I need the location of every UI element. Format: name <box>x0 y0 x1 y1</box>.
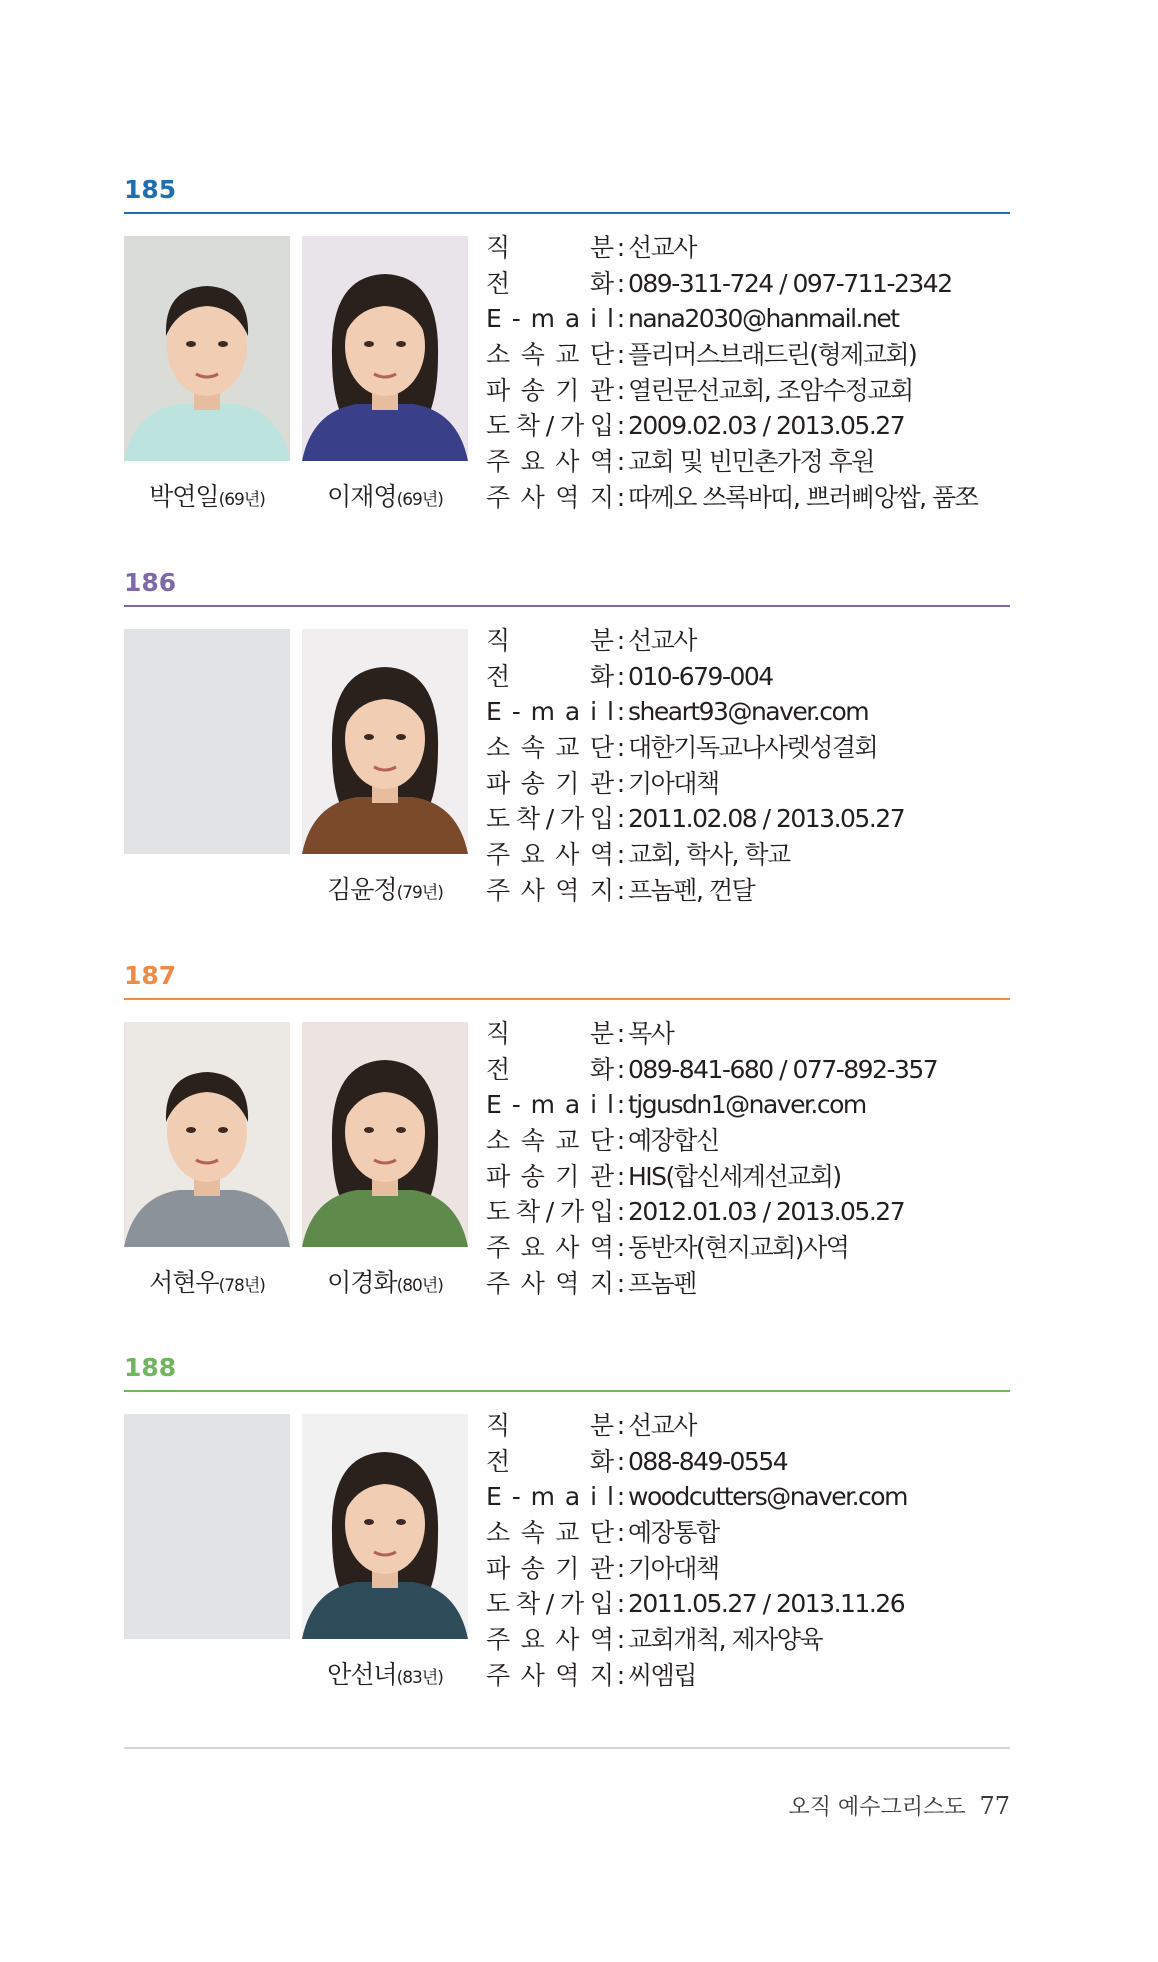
person-name <box>124 477 290 513</box>
field-colon: : <box>616 304 626 334</box>
person-name <box>302 477 468 513</box>
entry-188 <box>124 1350 1010 1714</box>
role-row <box>486 1016 1006 1052</box>
field-label: 주 사 역 지 <box>486 875 614 905</box>
field-value: 088-849-0554 <box>628 1446 788 1476</box>
email-row <box>486 1479 1006 1515</box>
field-label: 파 송 기 관 <box>486 768 614 798</box>
info-list <box>486 230 1006 516</box>
person <box>124 1414 290 1639</box>
email-row <box>486 694 1006 730</box>
phone-row <box>486 1052 1006 1088</box>
person <box>302 236 468 513</box>
person <box>124 236 290 513</box>
field-colon: : <box>616 233 626 262</box>
field-colon: : <box>616 1553 626 1583</box>
field-colon: : <box>616 661 626 691</box>
field-colon: : <box>616 804 626 834</box>
agency-row <box>486 373 1006 409</box>
field-colon: : <box>616 1446 626 1476</box>
entry-divider <box>124 998 1010 1000</box>
person <box>302 1022 468 1299</box>
field-label: E - m a i l <box>486 304 614 334</box>
field-value: 2011.05.27 / 2013.11.26 <box>628 1589 905 1619</box>
name-text: 안선녀 <box>327 1660 397 1689</box>
work-row <box>486 1230 1006 1266</box>
person <box>302 629 468 906</box>
field-colon: : <box>616 1518 626 1548</box>
birth-year: (83년) <box>396 1668 443 1688</box>
field-colon: : <box>616 375 626 405</box>
field-colon: : <box>616 1660 626 1690</box>
field-colon: : <box>616 482 626 512</box>
field-colon: : <box>616 447 626 477</box>
field-value: 선교사 <box>628 1411 696 1440</box>
field-label: E - m a i l <box>486 1090 614 1120</box>
region-row <box>486 480 1006 516</box>
dates-row <box>486 1194 1006 1230</box>
field-value: 프놈펜 <box>628 1268 696 1298</box>
field-label: 주 사 역 지 <box>486 1660 614 1690</box>
field-colon: : <box>616 1411 626 1440</box>
name-text: 김윤정 <box>327 875 397 904</box>
field-value: 예장통합 <box>628 1518 719 1548</box>
field-label: 도 착 / 가 입 <box>486 1197 614 1227</box>
entry-number: 185 <box>124 175 177 204</box>
org-row <box>486 1123 1006 1159</box>
field-label: 전 화 <box>486 1446 614 1476</box>
field-label: 파 송 기 관 <box>486 1553 614 1583</box>
field-label: 주 요 사 역 <box>486 447 614 477</box>
field-label: 전 화 <box>486 661 614 691</box>
org-row <box>486 337 1006 373</box>
entry-divider <box>124 1390 1010 1392</box>
field-value: HIS(합신세계선교회) <box>628 1161 841 1191</box>
field-label: 도 착 / 가 입 <box>486 804 614 834</box>
person-name <box>302 870 468 906</box>
field-value[interactable]: woodcutters@naver.com <box>628 1482 907 1512</box>
field-colon: : <box>616 1161 626 1191</box>
field-colon: : <box>616 1482 626 1512</box>
birth-year: (78년) <box>218 1276 265 1296</box>
field-value: 교회, 학사, 학교 <box>628 840 790 870</box>
entry-number: 187 <box>124 961 177 990</box>
field-value: 089-311-724 / 097-711-2342 <box>628 268 952 298</box>
dates-row <box>486 1586 1006 1622</box>
field-value: 선교사 <box>628 626 696 655</box>
org-row <box>486 1515 1006 1551</box>
person-name <box>302 1655 468 1691</box>
field-value: 2009.02.03 / 2013.05.27 <box>628 411 905 441</box>
agency-row <box>486 1159 1006 1195</box>
field-label: 주 요 사 역 <box>486 1233 614 1263</box>
field-label: 전 화 <box>486 268 614 298</box>
person-name <box>124 1263 290 1299</box>
field-value: 기아대책 <box>628 1553 719 1583</box>
field-value: 목사 <box>628 1019 674 1048</box>
field-label: 파 송 기 관 <box>486 1161 614 1191</box>
field-label: 전 화 <box>486 1054 614 1084</box>
agency-row <box>486 766 1006 802</box>
field-colon: : <box>616 1054 626 1084</box>
field-label: 직 분 <box>486 1019 614 1048</box>
phone-row <box>486 659 1006 695</box>
info-list <box>486 623 1006 909</box>
agency-row <box>486 1551 1006 1587</box>
field-value[interactable]: nana2030@hanmail.net <box>628 304 899 334</box>
page-footer <box>788 1790 1010 1821</box>
field-colon: : <box>616 697 626 727</box>
field-value: 기아대책 <box>628 768 719 798</box>
photo-placeholder <box>124 629 290 854</box>
role-row <box>486 623 1006 659</box>
entry-number: 188 <box>124 1353 177 1382</box>
name-text: 이경화 <box>327 1268 397 1297</box>
info-list <box>486 1408 1006 1694</box>
person-name <box>302 1263 468 1299</box>
role-row <box>486 230 1006 266</box>
entry-body <box>124 233 1010 536</box>
portrait-photo <box>302 629 468 854</box>
field-colon: : <box>616 840 626 870</box>
field-value: 089-841-680 / 077-892-357 <box>628 1054 938 1084</box>
info-list <box>486 1016 1006 1302</box>
email-row <box>486 301 1006 337</box>
phone-row <box>486 266 1006 302</box>
page-number: 77 <box>979 1792 1010 1820</box>
field-value: 대한기독교나사렛성결회 <box>628 733 878 763</box>
role-row <box>486 1408 1006 1444</box>
name-text: 이재영 <box>327 482 397 511</box>
field-label: 도 착 / 가 입 <box>486 411 614 441</box>
region-row <box>486 1658 1006 1694</box>
field-label: E - m a i l <box>486 697 614 727</box>
dates-row <box>486 408 1006 444</box>
photo-placeholder <box>124 1414 290 1639</box>
field-value[interactable]: tjgusdn1@naver.com <box>628 1090 866 1120</box>
field-value: 교회 및 빈민촌가정 후원 <box>628 447 874 477</box>
field-label: 소 속 교 단 <box>486 1518 614 1548</box>
field-value: 씨엠립 <box>628 1660 696 1690</box>
footer-title: 오직 예수그리스도 <box>788 1795 966 1820</box>
entry-body <box>124 626 1010 929</box>
field-label: 주 사 역 지 <box>486 482 614 512</box>
field-label: 도 착 / 가 입 <box>486 1589 614 1619</box>
field-colon: : <box>616 733 626 763</box>
birth-year: (69년) <box>396 490 443 510</box>
field-value: 플리머스브래드린(형제교회) <box>628 340 917 370</box>
field-colon: : <box>616 1090 626 1120</box>
field-value: 선교사 <box>628 233 696 262</box>
name-text: 박연일 <box>149 482 219 511</box>
bottom-rule <box>124 1747 1010 1749</box>
field-label: 주 사 역 지 <box>486 1268 614 1298</box>
entry-divider <box>124 605 1010 607</box>
field-value: 010-679-004 <box>628 661 773 691</box>
entry-body <box>124 1411 1010 1714</box>
field-colon: : <box>616 268 626 298</box>
portrait-photo <box>124 236 290 461</box>
field-label: 직 분 <box>486 233 614 262</box>
work-row <box>486 444 1006 480</box>
field-label: 파 송 기 관 <box>486 375 614 405</box>
portrait-photo <box>302 236 468 461</box>
field-colon: : <box>616 1268 626 1298</box>
field-colon: : <box>616 1589 626 1619</box>
field-label: 주 요 사 역 <box>486 1625 614 1655</box>
person <box>124 1022 290 1299</box>
field-value: 예장합신 <box>628 1126 719 1156</box>
field-value: 교회개척, 제자양육 <box>628 1625 823 1655</box>
field-value: 2012.01.03 / 2013.05.27 <box>628 1197 905 1227</box>
email-row <box>486 1087 1006 1123</box>
field-label: 소 속 교 단 <box>486 1126 614 1156</box>
person <box>124 629 290 854</box>
field-colon: : <box>616 411 626 441</box>
portrait-photo <box>124 1022 290 1247</box>
field-label: 주 요 사 역 <box>486 840 614 870</box>
portrait-photo <box>302 1022 468 1247</box>
org-row <box>486 730 1006 766</box>
person <box>302 1414 468 1691</box>
entry-divider <box>124 212 1010 214</box>
entry-body <box>124 1019 1010 1322</box>
field-value: 동반자(현지교회)사역 <box>628 1233 849 1263</box>
field-label: 직 분 <box>486 626 614 655</box>
dates-row <box>486 801 1006 837</box>
entry-185 <box>124 172 1010 536</box>
field-colon: : <box>616 1126 626 1156</box>
entry-187 <box>124 958 1010 1322</box>
field-value[interactable]: sheart93@naver.com <box>628 697 869 727</box>
entry-186 <box>124 565 1010 929</box>
field-colon: : <box>616 626 626 655</box>
field-value: 2011.02.08 / 2013.05.27 <box>628 804 905 834</box>
field-colon: : <box>616 1197 626 1227</box>
field-label: 직 분 <box>486 1411 614 1440</box>
field-colon: : <box>616 875 626 905</box>
region-row <box>486 1266 1006 1302</box>
field-colon: : <box>616 1233 626 1263</box>
field-label: 소 속 교 단 <box>486 340 614 370</box>
work-row <box>486 1622 1006 1658</box>
phone-row <box>486 1444 1006 1480</box>
field-colon: : <box>616 768 626 798</box>
work-row <box>486 837 1006 873</box>
field-value: 프놈펜, 껀달 <box>628 875 755 905</box>
birth-year: (80년) <box>396 1276 443 1296</box>
field-value: 따께오 쓰록바띠, 쁘러삐앙쌉, 품쪼 <box>628 482 978 512</box>
field-label: E - m a i l <box>486 1482 614 1512</box>
name-text: 서현우 <box>149 1268 219 1297</box>
birth-year: (69년) <box>218 490 265 510</box>
field-label: 소 속 교 단 <box>486 733 614 763</box>
field-colon: : <box>616 1019 626 1048</box>
entry-number: 186 <box>124 568 177 597</box>
portrait-photo <box>302 1414 468 1639</box>
field-value: 열린문선교회, 조암수정교회 <box>628 375 913 405</box>
birth-year: (79년) <box>396 883 443 903</box>
field-colon: : <box>616 340 626 370</box>
field-colon: : <box>616 1625 626 1655</box>
region-row <box>486 873 1006 909</box>
